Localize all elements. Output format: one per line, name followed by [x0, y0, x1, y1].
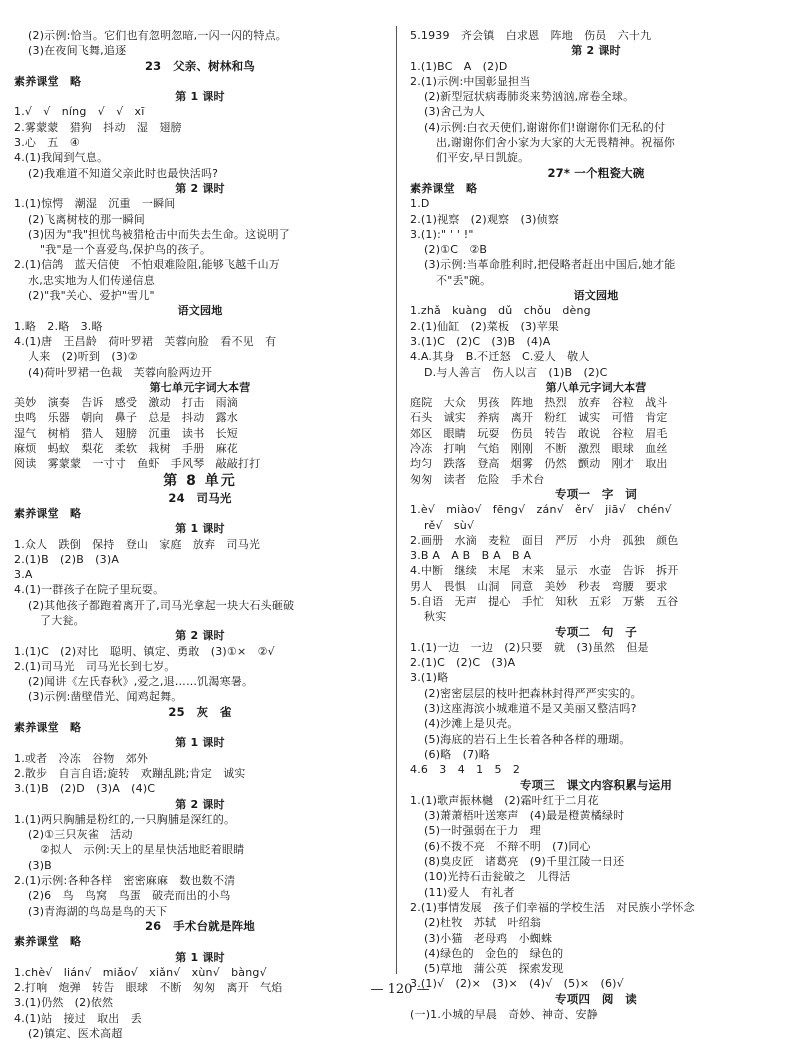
left-line: 3.心 五 ④: [14, 136, 80, 150]
column-divider: [396, 26, 397, 974]
right-line: (5)海底的岩石上生长着各种各样的珊瑚。: [424, 732, 631, 746]
right-line: 专项一 字 词: [555, 486, 637, 501]
left-line: 1.(1)C (2)对比 聪明、镇定、勇敢 (3)①× ②√: [14, 644, 275, 658]
right-line: 第八单元字词大本营: [545, 380, 647, 394]
left-line: 3.A: [14, 568, 33, 582]
left-line: (2)闻讲《左氏春秋》,爱之,退……饥渴寒暑。: [28, 675, 254, 689]
left-line: (2)镇定、医术高超: [28, 1027, 123, 1040]
left-line: 阅读 雾蒙蒙 一寸寸 鱼虾 手风琴 敲敲打打: [14, 457, 261, 471]
right-line: 秋实: [424, 610, 447, 624]
left-line: 4.(1)站 接过 取出 丢: [14, 1011, 142, 1025]
left-line: (2)"我"关心、爱护"雪儿": [28, 289, 155, 303]
right-line: 男人 畏惧 山洞 同意 美妙 秒表 弯腰 要求: [410, 579, 668, 593]
right-line: (4)绿色的 金色的 绿色的: [424, 946, 564, 960]
right-line: 第 2 课时: [571, 44, 621, 58]
left-line: 第七单元字词大本营: [149, 380, 251, 394]
right-line: 均匀 跌落 登高 烟雾 仍然 颤动 刚才 取出: [410, 457, 668, 471]
right-line: 5.1939 齐会镇 白求恩 阵地 伤员 六十九: [410, 29, 652, 42]
left-line: 水,忠实地为人们传递信息: [28, 273, 155, 287]
right-line: 专项三 课文内容积累与运用: [519, 777, 673, 792]
left-line: 了大瓮。: [40, 613, 85, 627]
right-line: 2.(1)示例:中国彰显担当: [410, 74, 531, 88]
left-line: 1.(1)惊愕 潮湿 沉重 一瞬间: [14, 197, 176, 211]
right-line: 1.(1)BC A (2)D: [410, 59, 508, 73]
right-line: 石头 诚实 养病 离开 粉红 诚实 可惜 肯定: [410, 411, 668, 425]
left-line: 4.(1)唐 王昌龄 荷叶罗裙 芙蓉向脸 看不见 有: [14, 334, 277, 348]
left-line: (3)在夜间飞舞,追逐: [28, 44, 127, 58]
right-line: (6)略 (7)略: [424, 747, 490, 761]
left-line: (2)飞离树枝的那一瞬间: [28, 212, 145, 226]
right-line: (5)一时强弱在于力 理: [424, 824, 541, 838]
left-line: ②拟人 示例:天上的星星快活地眨着眼睛: [40, 843, 245, 857]
right-line: 1.D: [410, 197, 430, 211]
left-line: 素养课堂 略: [14, 506, 82, 520]
right-line: 出,谢谢你们舍小家为大家的大无畏精神。祝福你: [436, 136, 675, 150]
left-line: (3)B: [28, 858, 52, 872]
left-line: 素养课堂 略: [14, 935, 82, 949]
right-line: (3)示例:当革命胜利时,把侵略者赶出中国后,她才能: [424, 258, 676, 272]
left-line: 湿气 树梢 猎人 翅膀 沉重 读书 长短: [14, 426, 238, 440]
right-line: rě√ sù√: [424, 518, 475, 532]
left-line: (2)其他孩子都跑着离开了,司马光拿起一块大石头砸破: [28, 598, 295, 612]
right-line: 2.(1)事情发展 孩子们幸福的学校生活 对民族小学怀念: [410, 900, 695, 914]
right-line: 5.自语 无声 提心 手忙 知秋 五彩 万紫 五谷: [410, 594, 679, 608]
right-line: 专项四 阅 读: [555, 991, 637, 1006]
right-line: 4.6 3 4 1 5 2: [410, 763, 521, 777]
right-line: 3.(1)√ (2)× (3)× (4)√ (5)× (6)√: [410, 977, 624, 991]
left-line: 26 手术台就是阵地: [144, 918, 255, 933]
left-line: "我"是一个喜爱鸟,保护鸟的孩子。: [40, 243, 212, 257]
left-line: 人来 (2)听到 (3)②: [28, 350, 138, 364]
left-line: (2)示例:恰当。它们也有忽明忽暗,一闪一闪的特点。: [28, 29, 287, 42]
left-line: 1.或者 冷冻 谷物 郊外: [14, 751, 149, 765]
left-line: 2.散步 自言自语;旋转 欢蹦乱跳;肯定 诚实: [14, 766, 246, 780]
left-line: 第 1 课时: [175, 522, 225, 536]
right-line: 3.B A A B B A B A: [410, 549, 532, 563]
right-line: (2)密密层层的枝叶把森林封得严严实实的。: [424, 686, 642, 700]
left-line: (2)我难道不知道父亲此时也最快活吗?: [28, 166, 219, 180]
left-line: (3)因为"我"担忧鸟被猎枪击中而失去生命。这说明了: [28, 227, 290, 241]
right-line: (11)爱人 有礼者: [424, 885, 515, 899]
left-line: 虫鸣 乐器 朝向 鼻子 总是 抖动 露水: [14, 411, 238, 425]
right-column: [410, 28, 782, 1022]
left-line: 素养课堂 略: [14, 721, 82, 735]
right-line: 27* 一个粗瓷大碗: [547, 165, 645, 180]
left-line: 2.(1)B (2)B (3)A: [14, 552, 120, 566]
right-line: (4)示例:白衣天使们,谢谢你们!谢谢你们无私的付: [424, 120, 666, 134]
left-line: 2.(1)司马光 司马光长到七岁。: [14, 659, 176, 673]
left-line: 第 2 课时: [175, 181, 225, 195]
right-line: 郊区 眼睛 玩耍 伤员 转告 敢说 谷粒 眉毛: [410, 426, 668, 440]
left-line: 1.略 2.略 3.略: [14, 319, 103, 333]
right-line: 2.(1)视察 (2)观察 (3)侦察: [410, 212, 560, 226]
right-line: 1.zhǎ kuàng dǔ chǒu dèng: [410, 304, 591, 318]
left-line: 美妙 演奏 告诉 感受 激动 打击 雨滴: [14, 396, 238, 410]
left-line: 第 8 单元: [163, 472, 237, 489]
left-line: 2.雾蒙蒙 猎狗 抖动 湿 翅膀: [14, 120, 182, 134]
right-line: 2.(1)C (2)C (3)A: [410, 656, 516, 670]
left-line: 1.(1)两只胸脯是粉红的,一只胸脯是深红的。: [14, 812, 236, 826]
left-line: 1.chè√ lián√ miǎo√ xiǎn√ xùn√ bàng√: [14, 965, 267, 979]
left-line: (2)①三只灰雀 活动: [28, 828, 133, 842]
right-line: (2)杜牧 苏轼 叶绍翁: [424, 916, 541, 930]
right-line: 1.è√ miào√ fēng√ zán√ ěr√ jiā√ chén√: [410, 503, 672, 517]
left-line: 语文园地: [177, 304, 223, 318]
right-line: (5)草地 蒲公英 探索发现: [424, 962, 564, 976]
left-line: 23 父亲、树林和鸟: [144, 58, 255, 73]
left-line: (4)荷叶罗裙一色裁 芙蓉向脸两边开: [28, 365, 213, 379]
right-line: (6)不拨不亮 不辩不明 (7)同心: [424, 839, 591, 853]
left-line: (3)示例:凿壁借光、闻鸡起舞。: [28, 690, 183, 704]
right-line: 3.(1)C (2)C (3)B (4)A: [410, 334, 551, 348]
right-line: 们平安,早日凯旋。: [436, 151, 530, 165]
page-number: — 120 —: [370, 982, 430, 997]
right-line: (3)小猫 老母鸡 小蜘蛛: [424, 931, 553, 945]
left-line: 3.(1)仍然 (2)依然: [14, 996, 114, 1010]
right-line: (一)1.小城的早晨 奇妙、神奇、安静: [410, 1008, 598, 1021]
left-line: 素养课堂 略: [14, 74, 82, 88]
left-line: 第 1 课时: [175, 736, 225, 750]
left-line: 第 1 课时: [175, 90, 225, 104]
left-line: 1.众人 跌倒 保持 登山 家庭 放弃 司马光: [14, 537, 261, 551]
right-line: (4)沙滩上是贝壳。: [424, 717, 519, 731]
right-line: 2.画册 水滴 麦粒 面目 严厉 小舟 孤独 颜色: [410, 533, 679, 547]
right-line: 冷冻 打响 气焰 刚刚 不断 激烈 眼球 血丝: [410, 442, 668, 456]
left-line: 第 2 课时: [175, 797, 225, 811]
right-line: 1.(1)歌声振林樾 (2)霜叶红于二月花: [410, 793, 599, 807]
left-line: (2)6 鸟 鸟窝 鸟蛋 破壳而出的小鸟: [28, 889, 231, 903]
right-line: (3)萧萧梧叶送寒声 (4)最是橙黄橘绿时: [424, 809, 625, 823]
right-line: 语文园地: [573, 289, 619, 303]
right-line: 专项二 句 子: [555, 624, 637, 639]
left-column: [14, 28, 386, 1041]
left-line: 麻烦 蚂蚁 梨花 柔软 栽树 手册 麻花: [14, 442, 238, 456]
right-line: 3.(1):" ' ' !": [410, 227, 474, 241]
right-line: D.与人善言 伤人以言 (1)B (2)C: [424, 365, 608, 379]
left-line: 第 2 课时: [175, 629, 225, 643]
right-line: (10)光持石击瓮破之 儿得活: [424, 870, 571, 884]
right-line: (2)新型冠状病毒肺炎来势汹汹,席卷全球。: [424, 90, 635, 104]
left-line: 1.√ √ níng √ √ xī: [14, 105, 145, 119]
left-line: 2.(1)信鸽 蓝天信使 不怕艰难险阻,能够飞越千山万: [14, 258, 280, 272]
right-line: 1.(1)一边 一边 (2)只要 就 (3)虽然 但是: [410, 640, 649, 654]
right-line: 3.(1)略: [410, 671, 449, 685]
right-line: (8)臭皮匠 诸葛亮 (9)千里江陵一日还: [424, 855, 625, 869]
right-line: 不"丢"碗。: [436, 273, 492, 287]
right-line: (3)这座海滨小城难道不是又美丽又整洁吗?: [424, 702, 637, 716]
right-line: 素养课堂 略: [410, 181, 478, 195]
left-line: 24 司马光: [168, 490, 232, 505]
left-line: 第 1 课时: [175, 950, 225, 964]
right-line: 2.(1)仙缸 (2)菜板 (3)苹果: [410, 319, 560, 333]
left-line: 2.(1)示例:各种各样 密密麻麻 数也数不清: [14, 874, 236, 888]
left-line: 2.打响 炮弹 转告 眼球 不断 匆匆 离开 气焰: [14, 981, 283, 995]
right-line: (2)①C ②B: [424, 243, 488, 257]
left-line: (3)青海湖的鸟岛是鸟的天下: [28, 904, 168, 918]
right-line: (3)舍己为人: [424, 105, 485, 119]
left-line: 3.(1)B (2)D (3)A (4)C: [14, 782, 156, 796]
right-line: 匆匆 读者 危险 手术台: [410, 472, 545, 486]
left-line: 25 灰 雀: [168, 704, 232, 719]
right-line: 4.A.其身 B.不迁怒 C.爱人 敬人: [410, 350, 590, 364]
right-line: 4.中断 继续 末尾 末来 显示 水壶 告诉 拆开: [410, 564, 679, 578]
left-line: 4.(1)我闻到气息。: [14, 151, 109, 165]
left-line: 4.(1)一群孩子在院子里玩耍。: [14, 583, 165, 597]
right-line: 庭院 大众 男孩 阵地 热烈 放弃 谷粒 战斗: [410, 396, 668, 410]
